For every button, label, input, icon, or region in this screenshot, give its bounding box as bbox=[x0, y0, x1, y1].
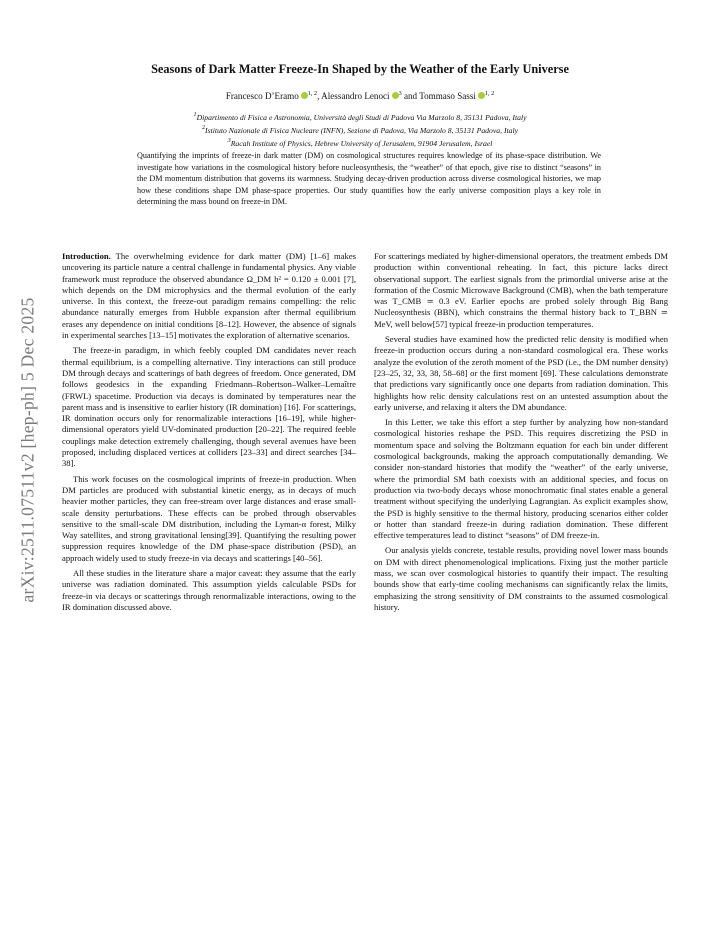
orcid-icon[interactable] bbox=[392, 92, 399, 99]
author-affil-mark: 1, 2 bbox=[307, 90, 318, 97]
author-affil-mark: 3 bbox=[398, 90, 402, 97]
section-heading: Introduction. bbox=[62, 251, 111, 261]
paragraph bbox=[62, 251, 356, 341]
paragraph: Our analysis yields concrete, testable results, providing novel lower mass bounds on DM with direct phenomenological implications. Fixing just the mother particle mass, we scan over cosmological histories to quantify their impact. The resulting bounds show that early-time cooling mechanisms can significantly relax the limits, emphasizing the strong sensitivity of DM constraints to the assumed cosmological history. bbox=[374, 545, 668, 612]
paragraph: Several studies have examined how the predicted relic density is modified when freeze-in production occurs during a non-standard cosmological era. These works analyze the evolution of the zeroth moment of the PSD (i.e., the DM number density) [23–25, 32, 33, 38, 58–68] or the first moment [69]. These calculations demonstrate that predictions vary significantly once one departs from radiation domination. This highlights how relic density calculations rest on an untested assumption about the early universe, and relaxing it alters the DM abundance. bbox=[374, 334, 668, 412]
affiliation-text: Istituto Nazionale di Fisica Nucleare (INFN), Sezione di Padova, Via Marzolo 8, 35131 Padova, Italy bbox=[205, 126, 519, 136]
orcid-icon[interactable] bbox=[301, 92, 308, 99]
arxiv-stamp-text: arXiv:2511.07511v2 [hep-ph] 5 Dec 2025 bbox=[17, 297, 38, 603]
affiliation-text: Dipartimento di Fisica e Astronomia, Università degli Studi di Padova Via Marzolo 8, 35131 Padova, Italy bbox=[196, 113, 527, 122]
paragraph: The freeze-in paradigm, in which feebly coupled DM candidates never reach thermal equilibrium, is a compelling alternative. Tiny interactions can still produce DM through decays and scatterings of bath degrees of freedom. Once generated, DM follows geodesics in the expanding Friedmann–Robertson–Walker–Lemaître (FRWL) spacetime. Production via decays is dominated by temperatures near the parent mass and is insensitive to earlier history (IR domination) [16]. For scatterings, IR domination occurs only for renormalizable interactions [16–19], while higher-dimensional operators yield UV-dominated production [20–22]. The required feeble couplings make detection extremely challenging, though several avenues have been proposed, including displaced vertices at colliders [23–33] and direct searches [34–38]. bbox=[62, 345, 356, 469]
affiliations bbox=[60, 110, 660, 150]
right-column bbox=[374, 251, 668, 617]
affiliation bbox=[60, 123, 660, 136]
author-name: Francesco D’Eramo bbox=[225, 91, 299, 101]
author-name: Alessandro Lenoci bbox=[321, 91, 390, 101]
paper-title: Seasons of Dark Matter Freeze-In Shaped by the Weather of the Early Universe bbox=[151, 62, 569, 76]
author-affil-mark: 1, 2 bbox=[484, 90, 495, 97]
abstract: Quantifying the imprints of freeze-in dark matter (DM) on cosmological structures requires knowledge of its phase-space distribution. We investigate how variations in the cosmological history before nucleosynthesis, the “weather” of that epoch, give rise to distinct “seasons” in the DM momentum distribution that governs its warmness. Studying decay-driven production across diverse cosmological histories, we map how these conditions shape DM phase-space properties. Our study quantifies how the early universe composition plays a key role in determining the mass bound on freeze-in DM. bbox=[137, 151, 601, 207]
author-name: Tommaso Sassi bbox=[419, 91, 476, 101]
paragraph: All these studies in the literature share a major caveat: they assume that the early universe was radiation dominated. This assumption yields calculable PSDs for freeze-in via decays or scatterings through renormalizable interactions, owing to the IR domination discussed above. bbox=[62, 568, 356, 612]
affiliation-number: 1 bbox=[193, 111, 197, 118]
paragraph: In this Letter, we take this effort a step further by analyzing how non-standard cosmological histories reshape the PSD. This requires discretizing the PSD in momentum space and solving the Boltzmann equation for each bin under different cosmological backgrounds, making the approach computationally demanding. We consider non-standard histories that modify the “weather” of the early universe, where the primordial SM bath coexists with an additional species, and focus on production via two-body decays whose monochromatic final states enable a general treatment without specifying the underlying Lagrangian. As explicit examples show, the PSD is highly sensitive to the thermal history, producing scenarios either colder or hotter than standard freeze-in during radiation domination. These different effective temperatures lead to distinct “seasons” of DM freeze-in. bbox=[374, 417, 668, 541]
affiliation-number: 2 bbox=[201, 124, 206, 132]
arxiv-stamp bbox=[10, 250, 46, 650]
paragraph: For scatterings mediated by higher-dimensional operators, the treatment embeds DM production within conventional reheating. In fact, this picture lacks direct observational support. The earliest signals from the primordial universe arise at the formation of the Cosmic Microwave Background (CMB), when the bath temperature was T_CMB ≃ 0.3 eV. Earlier epochs are probed solely through Big Bang Nucleosynthesis (BBN), which constrains the thermal history back to T_BBN ≃ MeV, well below[57] typical freeze-in production temperatures. bbox=[374, 251, 668, 329]
affiliation-text: Racah Institute of Physics, Hebrew University of Jerusalem, 91904 Jerusalem, Israel bbox=[230, 139, 493, 149]
paragraph: This work focuses on the cosmological imprints of freeze-in production. When DM particles are produced with substantial kinetic energy, as in decays of much heavier mother particles, they can free-stream over large distances and erase small-scale density perturbations. These effects can be probed through observables sensitive to the small-scale DM distribution, including the Lyman-α forest, Milky Way satellites, and strong gravitational lensing[39]. Quantifying the resulting power suppression requires knowledge of the DM phase-space distribution (PSD), an approach widely used to study freeze-in via decays and scatterings [40–56]. bbox=[62, 473, 356, 563]
author-separator: , bbox=[317, 91, 320, 101]
author-separator: and bbox=[401, 91, 420, 101]
left-column bbox=[62, 251, 356, 617]
author-list bbox=[60, 90, 660, 101]
affiliation bbox=[60, 136, 660, 149]
orcid-icon[interactable] bbox=[478, 92, 485, 99]
paragraph-text: The overwhelming evidence for dark matter (DM) [1–6] makes uncovering its particle nature a central challenge in fundamental physics. Any viable framework must reproduce the observed abundance Ω_DM h² = 0.120 ± 0.001 [7], which depends on the DM microphysics and the thermal evolution of the early universe. In this context, the freeze-out paradigm remains compelling: the relic abundance naturally emerges from Hubble expansion after thermal equilibrium erases any dependence on initial conditions [8–12]. However, the absence of signals in experimental searches [13–15] motivates the exploration of alternative scenarios. bbox=[62, 251, 357, 341]
affiliation bbox=[60, 110, 660, 123]
affiliation-number: 3 bbox=[227, 137, 231, 145]
